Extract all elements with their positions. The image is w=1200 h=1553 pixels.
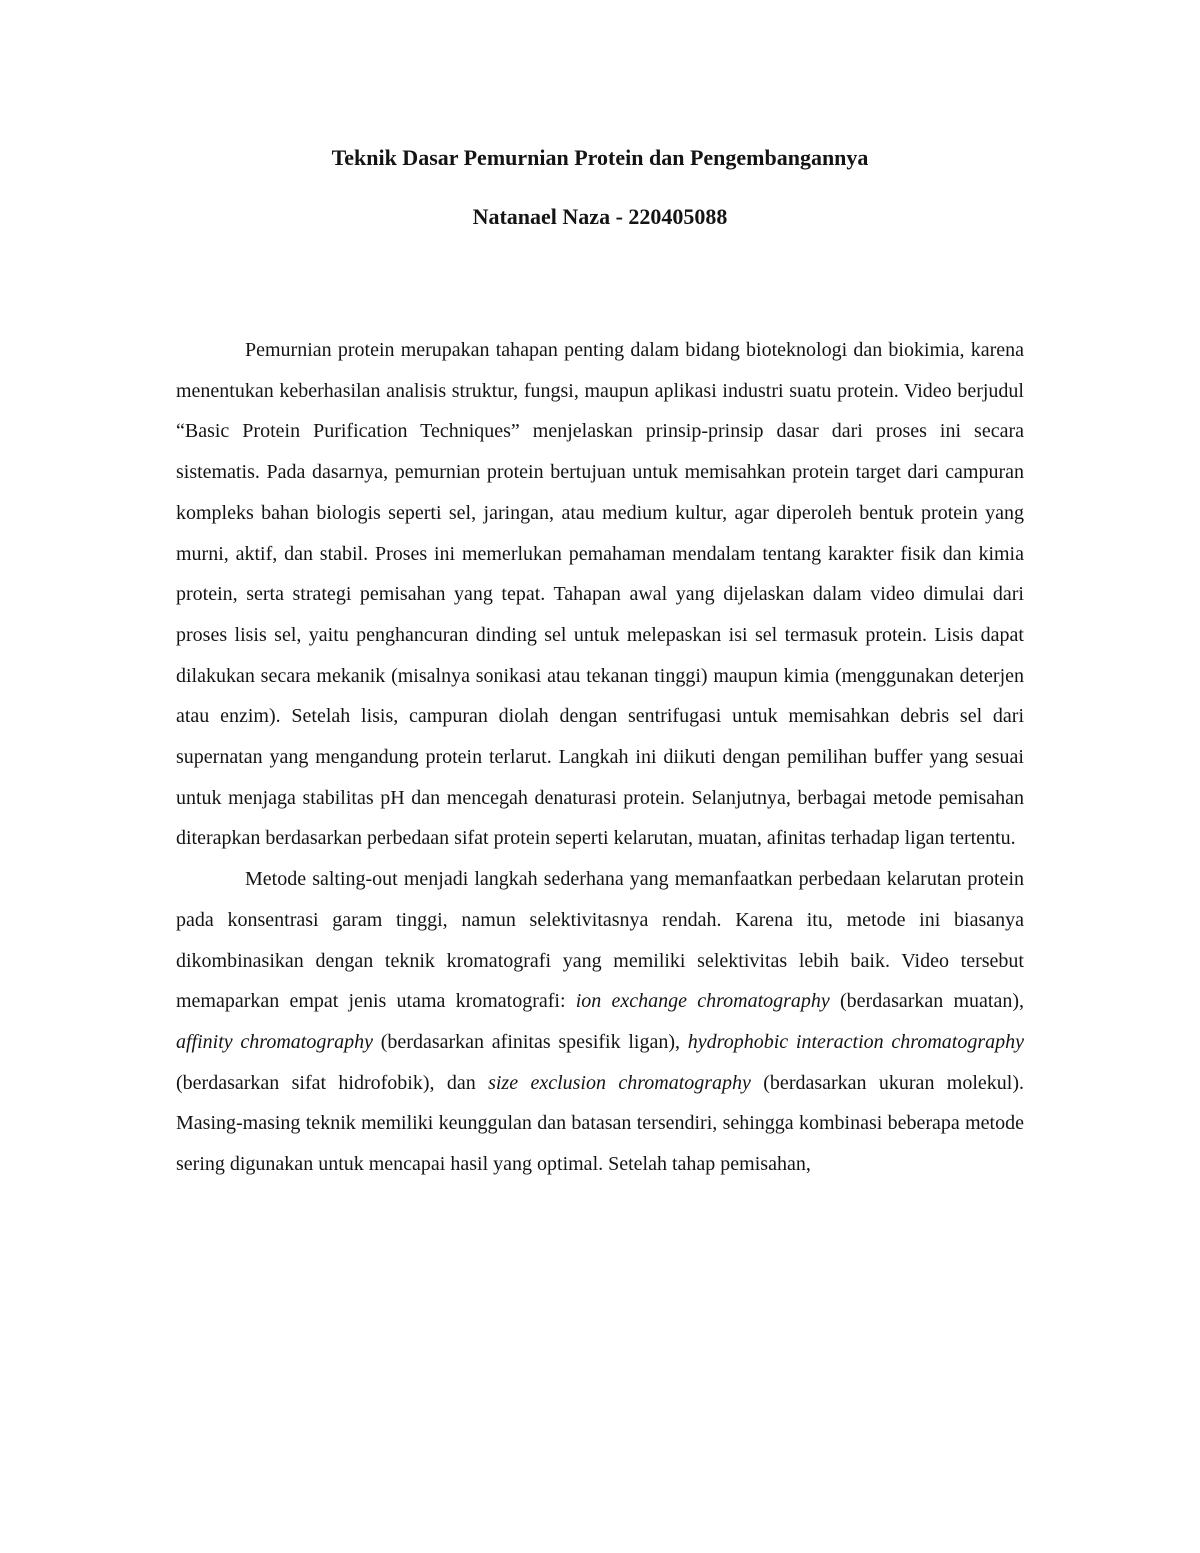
text-segment: Pemurnian protein merupakan tahapan penting dalam bidang bioteknologi dan biokimia, karena menentukan keberhasilan analisis struktur, fungsi, maupun aplikasi industri suatu protein. Video berjudul “Basic Protein Purification Techniques” menjelaskan prinsip-prinsip dasar dari proses ini secara sistematis. Pada dasarnya, pemurnian protein bertujuan untuk memisahkan protein target dari campuran kompleks bahan biologis seperti sel, jaringan, atau medium kultur, agar diperoleh bentuk protein yang murni, aktif, dan stabil. Proses ini memerlukan pemahaman mendalam tentang karakter fisik dan kimia protein, serta strategi pemisahan yang tepat. Tahapan awal yang dijelaskan dalam video dimulai dari proses lisis sel, yaitu penghancuran dinding sel untuk melepaskan isi sel termasuk protein. Lisis dapat dilakukan secara mekanik (misalnya sonikasi atau tekanan tinggi) maupun kimia (menggunakan deterjen atau enzim). Setelah lisis, campuran diolah dengan sentrifugasi untuk memisahkan debris sel dari supernatan yang mengandung protein terlarut. Langkah ini diikuti dengan pemilihan buffer yang sesuai untuk menjaga stabilitas pH dan mencegah denaturasi protein. Selanjutnya, berbagai metode pemisahan diterapkan berdasarkan perbedaan sifat protein seperti kelarutan, muatan, afinitas terhadap ligan tertentu. <box>176 339 1024 850</box>
text-segment: Metode salting-out menjadi langkah sederhana yang memanfaatkan perbedaan kelarutan protein pada konsentrasi garam tinggi, namun selektivitasnya rendah. Karena itu, metode ini biasanya dikombinasikan dengan teknik kromatografi yang memiliki selektivitas lebih baik. Video tersebut memaparkan empat jenis utama kromatografi: <box>176 868 1024 1013</box>
text-segment: (berdasarkan afinitas spesifik ligan), <box>373 1030 688 1053</box>
author-line: Natanael Naza - 220405088 <box>472 204 728 229</box>
text-segment: (berdasarkan sifat hidrofobik), dan <box>176 1071 489 1094</box>
italic-term: size exclusion chromatography <box>488 1071 751 1094</box>
paragraph-2 <box>176 859 1024 1185</box>
italic-term: ion exchange chromatography <box>575 990 830 1013</box>
italic-term: affinity chromatography <box>176 1030 373 1053</box>
text-segment: (berdasarkan muatan), <box>829 990 1024 1013</box>
paragraph-1 <box>176 330 1024 859</box>
italic-term: hydrophobic interaction chromatography <box>687 1030 1024 1053</box>
document-title: Teknik Dasar Pemurnian Protein dan Pengembangannya <box>331 145 869 170</box>
document-body <box>176 330 1024 1185</box>
text-segment: (berdasarkan ukuran molekul). Masing-masing teknik memiliki keunggulan dan batasan tersendiri, sehingga kombinasi beberapa metode sering digunakan untuk mencapai hasil yang optimal. Setelah tahap pemisahan, <box>176 1071 1025 1176</box>
